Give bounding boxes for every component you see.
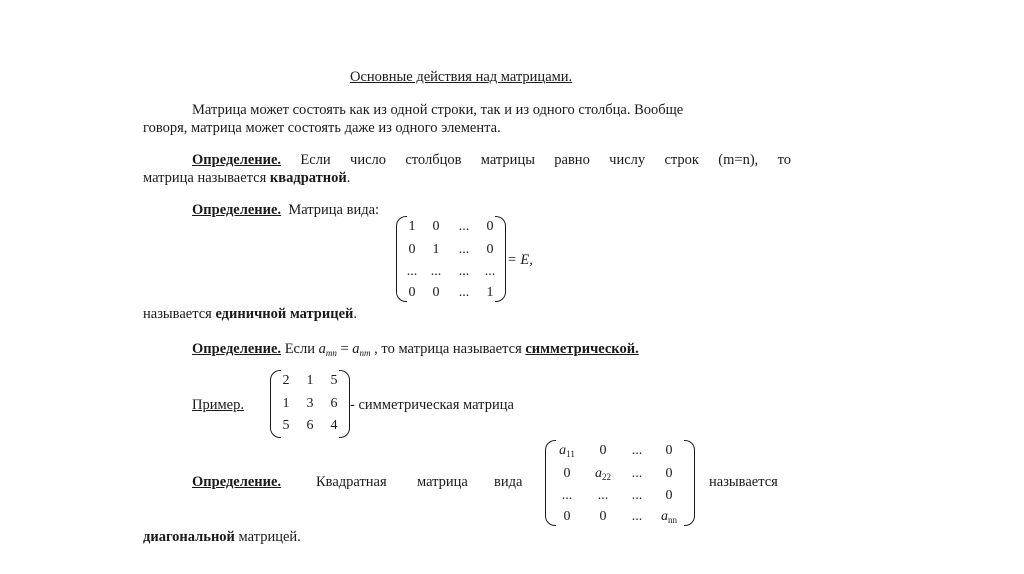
- matrix-cell: ...: [458, 219, 470, 234]
- paragraph-6-word-2: матрица: [417, 474, 468, 490]
- paragraph-6-word-3: вида: [494, 474, 523, 490]
- symmetric-caption: - симметрическая матрица: [350, 397, 514, 413]
- matrix-cell: 0: [408, 285, 416, 300]
- matrix-cell: ...: [631, 488, 643, 503]
- matrix-cell: ...: [631, 509, 643, 524]
- paragraph-6-after: называется: [709, 474, 778, 490]
- matrix-cell: 0: [563, 466, 571, 481]
- paragraph-5: Определение. Если $a_{mn} = a_{nm}$ , то матрица называется симметрической.: [192, 341, 639, 358]
- matrix-cell: $a_{nn}$: [661, 509, 677, 525]
- formula-a-mn: $a_{mn}$: [318, 341, 337, 358]
- matrix-cell: 5: [330, 373, 338, 388]
- matrix-cell: 0: [665, 488, 673, 503]
- matrix-cell: 0: [408, 242, 416, 257]
- matrix-cell: 0: [599, 509, 607, 524]
- formula-a-nm: $a_{nm}$: [352, 341, 371, 358]
- matrix-cell: ...: [458, 285, 470, 300]
- paragraph-2-line-2: матрица называется квадратной.: [143, 170, 351, 186]
- matrix-cell: 0: [432, 219, 440, 234]
- matrix-cell: 0: [432, 285, 440, 300]
- matrix-cell: 0: [563, 509, 571, 524]
- symmetric-matrix: [270, 370, 350, 438]
- matrix-cell: 1: [432, 242, 440, 257]
- matrix-cell: 4: [330, 418, 338, 433]
- matrix-cell: $a_{22}$: [595, 466, 611, 482]
- identity-equals: = E,: [507, 252, 533, 268]
- matrix-cell: ...: [406, 264, 418, 279]
- matrix-cell: ...: [631, 466, 643, 481]
- matrix-cell: 1: [282, 396, 290, 411]
- matrix-cell: ...: [458, 242, 470, 257]
- matrix-cell: 3: [306, 396, 314, 411]
- paragraph-2-line-1: Определение. Если число столбцов матрицы равно числу строк (m=n), то: [192, 152, 792, 168]
- matrix-cell: 2: [282, 373, 290, 388]
- matrix-cell: 6: [330, 396, 338, 411]
- paragraph-6-label: Определение.: [192, 474, 282, 490]
- last-line: диагональной матрицей.: [143, 529, 301, 545]
- paragraph-4: называется единичной матрицей.: [143, 306, 357, 322]
- matrix-cell: 0: [599, 443, 607, 458]
- matrix-cell: 0: [665, 443, 673, 458]
- matrix-cell: ...: [561, 488, 573, 503]
- matrix-cell: ...: [430, 264, 442, 279]
- paragraph-1-line-1: Матрица может состоять как из одной строки, так и из одного столбца. Вообще: [192, 102, 684, 118]
- matrix-cell: 1: [306, 373, 314, 388]
- diagonal-matrix: [545, 440, 695, 526]
- matrix-cell: 1: [408, 219, 416, 234]
- paragraph-6-word-1: Квадратная: [316, 474, 387, 490]
- matrix-cell: $a_{11}$: [559, 443, 575, 459]
- example-label: Пример.: [192, 397, 244, 413]
- matrix-cell: ...: [484, 264, 496, 279]
- matrix-cell: ...: [597, 488, 609, 503]
- matrix-cell: 0: [665, 466, 673, 481]
- matrix-cell: 1: [486, 285, 494, 300]
- page-title: Основные действия над матрицами.: [350, 69, 573, 85]
- paragraph-3: Определение. Матрица вида:: [192, 202, 380, 218]
- identity-matrix: [396, 216, 506, 302]
- matrix-cell: 5: [282, 418, 290, 433]
- matrix-cell: 0: [486, 242, 494, 257]
- matrix-cell: 6: [306, 418, 314, 433]
- matrix-cell: 0: [486, 219, 494, 234]
- matrix-cell: ...: [631, 443, 643, 458]
- paragraph-1-line-2: говоря, матрица может состоять даже из одного элемента.: [143, 120, 501, 136]
- matrix-cell: ...: [458, 264, 470, 279]
